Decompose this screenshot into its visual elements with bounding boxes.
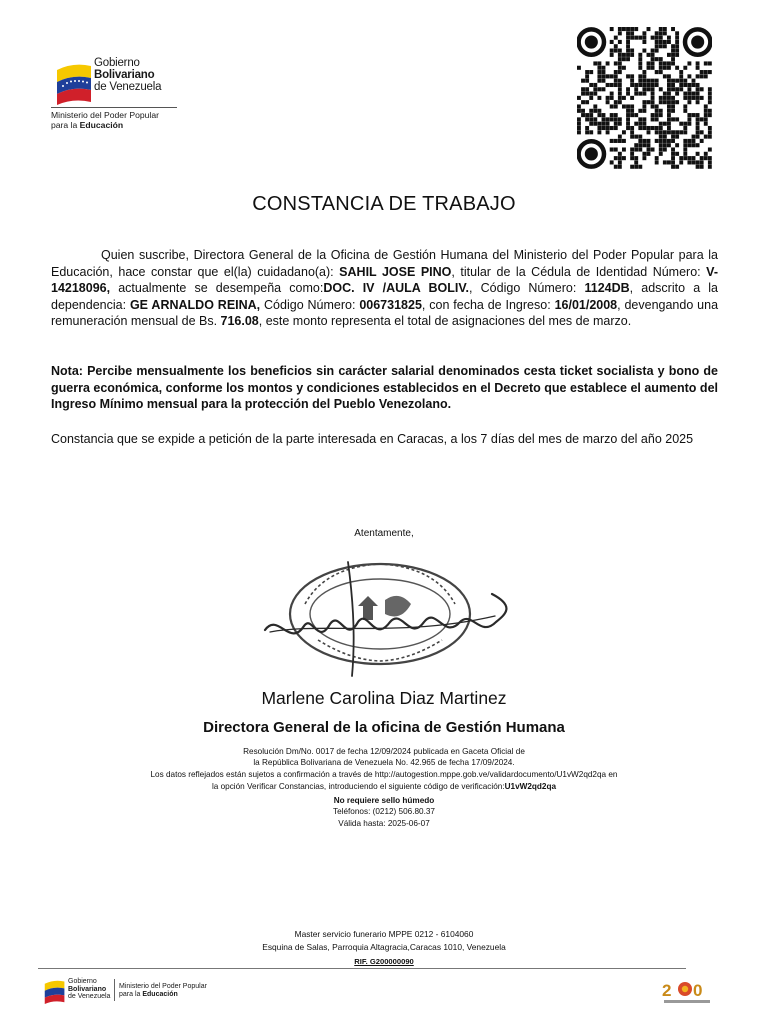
verification-code: U1vW2qd2qa <box>504 782 557 791</box>
no-seal-note: No requiere sello húmedo <box>333 796 435 805</box>
hire-date: 16/01/2008 <box>554 297 618 312</box>
resolution-line-2: la República Bolivariana de Venezuela No. 42.965 de fecha 17/09/2024. <box>253 758 515 767</box>
footer-address <box>0 928 768 968</box>
ministry-line-2-bold: Educación <box>79 119 124 130</box>
dependency-code: 006731825 <box>359 297 422 312</box>
logo-divider <box>51 107 177 108</box>
document-title: CONSTANCIA DE TRABAJO <box>252 193 516 215</box>
qr-code-icon <box>577 27 712 169</box>
dependency-name: GE ARNALDO REINA, <box>129 297 261 312</box>
nota-paragraph: Nota: Percibe mensualmente los beneficios sin carácter salarial denominados cesta ticket socialista y bono de guerra económica, conforme los montos y condiciones establecidos en el Decreto que establece el aumento del Ingreso Mínimo mensual para la protección del Pueblo Venezolano. <box>51 364 718 412</box>
valid-until-line: Válida hasta: 2025-06-07 <box>338 819 430 828</box>
svg-text:2: 2 <box>662 981 672 1000</box>
footer-logo <box>40 976 220 1006</box>
constancia-paragraph: Constancia que se expide a petición de la parte interesada en Caracas, a los 7 días del mes de marzo del año 2025 <box>51 432 694 446</box>
resolution-line-1: Resolución Dm/No. 0017 de fecha 12/09/2024 publicada en Gaceta Oficial de <box>243 747 525 756</box>
logo-line-3: de Venezuela <box>94 81 162 93</box>
gobierno-bolivariano-logo <box>50 54 190 138</box>
bicentennial-emblem-icon <box>660 976 714 1006</box>
svg-text:0: 0 <box>693 981 703 1000</box>
rif-number: RIF. G200000090 <box>354 956 414 966</box>
footer-logo-text: Gobierno Bolivariano de Venezuela <box>68 978 111 1001</box>
monthly-salary: 716.08 <box>220 314 259 329</box>
verification-url-line: Los datos reflejados están sujetos a confirmación a través de http://autogestion.mppe.gob.ve/validardocumento/U1vW2qd2qa en <box>150 770 618 779</box>
logo-text <box>94 57 161 93</box>
venezuela-flag-icon <box>42 978 66 1004</box>
footer-line-1: Master servicio funerario MPPE 0212 - 6104060 <box>294 929 474 939</box>
footer-line-2: Esquina de Salas, Parroquia Altagracia,Caracas 1010, Venezuela <box>262 942 506 953</box>
ministry-text <box>51 111 159 130</box>
signer-name: Marlene Carolina Diaz Martinez <box>261 688 507 708</box>
verification-code-line: la opción Verificar Constancias, introduciendo el siguiente código de verificación:U1vW2qd2qa <box>211 782 557 791</box>
ministry-line-1: Ministerio del Poder Popular <box>51 110 159 120</box>
logo-line-2: Bolivariano <box>94 69 155 81</box>
employee-name: SAHIL JOSE PINO <box>339 264 452 279</box>
official-seal-signature <box>260 552 520 682</box>
footer-divider <box>38 968 686 969</box>
body-paragraph: Quien suscribe, Directora General de la Oficina de Gestión Humana del Ministerio del Poder Popular para la Educación, hace constar que el(la) cuidadano(a): SAHIL JOSE PINO, titular de la Cédula de Identidad Número: V-14218096, actualmente se desempeña como:DOC. IV /AULA BOLIV., Código Número: 1124DB, adscrito a la dependencia: GE ARNALDO REINA, Código Número: 006731825, con fecha de Ingreso: 16/01/2008, devengando una remuneración mensual de Bs. 716.08, este monto representa el total de asignaciones del mes de marzo. <box>51 248 719 329</box>
ministry-line-2-prefix: para la <box>51 119 80 130</box>
closing-text: Atentamente, <box>354 528 414 539</box>
phone-line: Teléfonos: (0212) 506.80.37 <box>333 807 435 816</box>
job-position: DOC. IV /AULA BOLIV. <box>323 281 470 296</box>
logo-line-1: Gobierno <box>94 57 140 69</box>
position-code: 1124DB <box>584 281 630 296</box>
cedula-number: V-14218096, <box>51 264 718 296</box>
venezuela-flag-icon <box>53 60 93 105</box>
footer-logo-divider <box>114 979 115 1001</box>
signer-role: Directora General de la oficina de Gestión Humana <box>203 719 565 736</box>
footer-ministry-text: Ministerio del Poder Popular para la Educación <box>119 983 207 998</box>
